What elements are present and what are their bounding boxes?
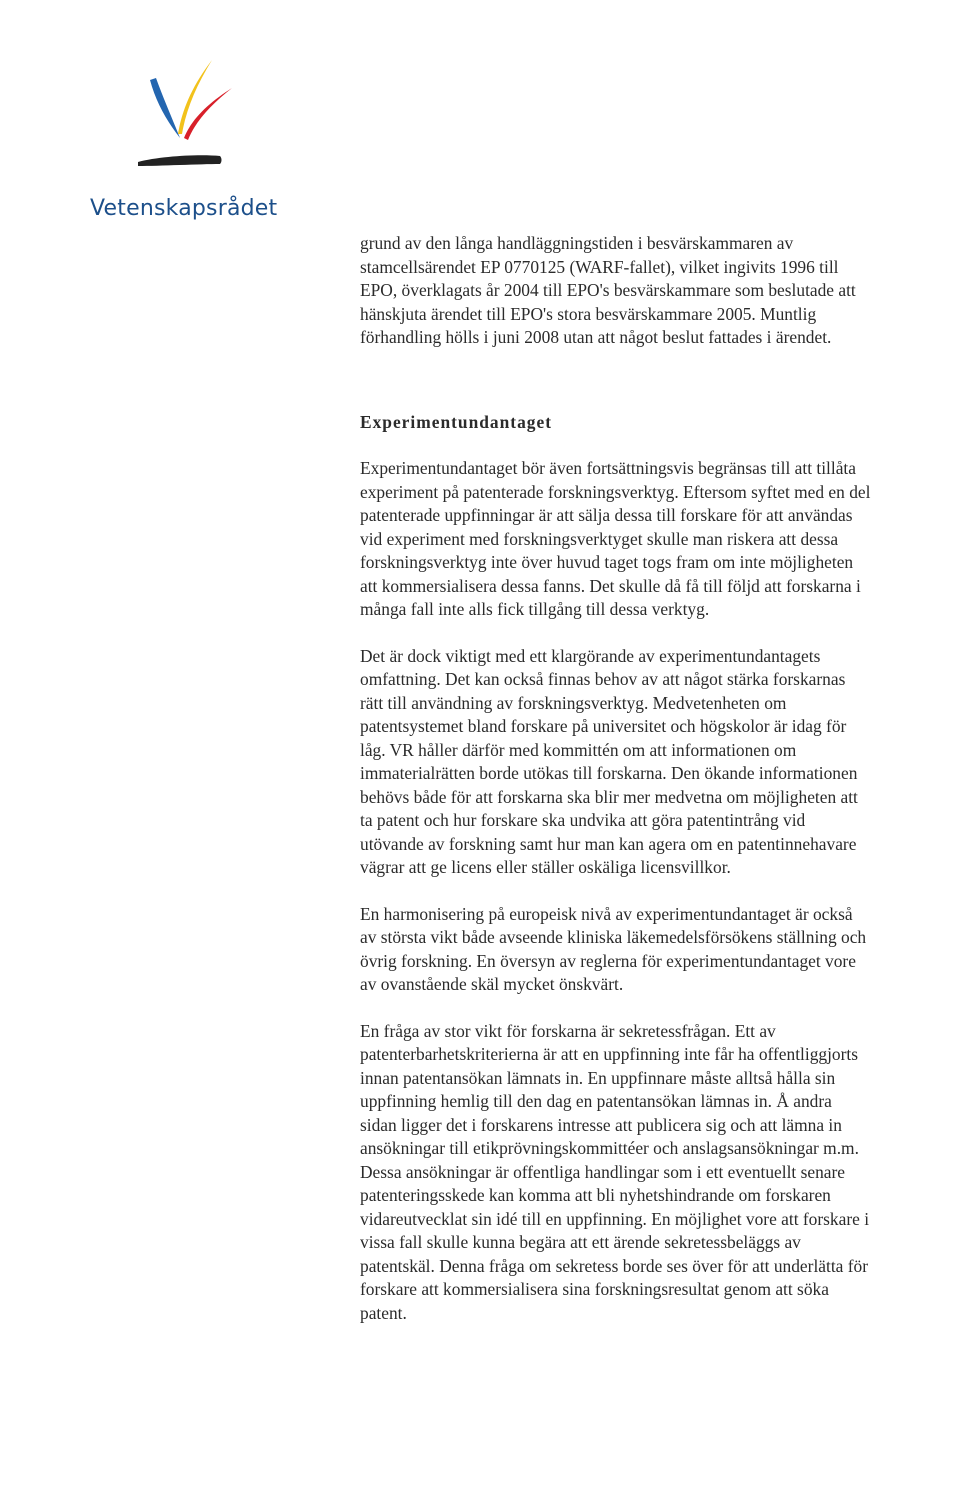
text-line: experiment på patenterade forskningsverktyg. Eftersom syftet med en del xyxy=(360,481,871,502)
text-line: sidan ligger det i forskarens intresse att publicera sig och att lämna in xyxy=(360,1114,842,1135)
text-line: hänskjuta ärendet till EPO's stora besvärskammare 2005. Muntlig xyxy=(360,303,817,324)
text-line: ta patent och hur forskare ska undvika att göra patentintrång vid xyxy=(360,810,806,830)
text-line: rätt till användning av forskningsverktyg. Medvetenheten om xyxy=(360,692,787,713)
text-line: omfattning. Det kan också finnas behov av att något stärka forskarnas xyxy=(360,669,846,689)
text-line: patenterbarhetskriterierna är att en uppfinning inte får ha offentliggjorts xyxy=(360,1044,859,1064)
text-line: patenterade uppfinningar är att sälja dessa till forskare för att användas xyxy=(360,505,853,525)
text-line: Dessa ansökningar är offentliga handlingar som i ett eventuellt senare xyxy=(360,1161,846,1182)
text-line: En harmonisering på europeisk nivå av experimentundantaget är också xyxy=(360,903,853,924)
text-line: uppfinning hemlig till den dag en patentansökan lämnas in. Å andra xyxy=(360,1091,832,1111)
text-line: En fråga av stor vikt för forskarna är sekretessfrågan. Ett av xyxy=(360,1020,776,1041)
text-line: av största vikt både avseende kliniska läkemedelsförsökens ställning och xyxy=(360,927,867,947)
text-line: utövande av forskning samt hur man kan agera om en patentinnehavare xyxy=(360,833,857,854)
spacer xyxy=(360,350,960,411)
text-line: Experimentundantaget bör även fortsättningsvis begränsas till att tillåta xyxy=(360,458,856,478)
text-line: EPO, överklagats år 2004 till EPO's besvärskammare som beslutade att xyxy=(360,280,856,300)
text-line: stamcellsärendet EP 0770125 (WARF-fallet), vilket ingivits 1996 till xyxy=(360,256,839,277)
logo-blue-stroke xyxy=(150,78,180,138)
text-line: att kommersialisera dessa fanns. Det skulle då få till följd att forskarna i xyxy=(360,575,861,596)
text-line: patenteringsskede kan komma att bli nyhetshindrande om forskaren xyxy=(360,1185,831,1205)
spacer xyxy=(360,622,960,645)
text-line: innan patentansökan lämnats in. En uppfinnare måste alltså hålla sin xyxy=(360,1067,836,1088)
text-line: övrig forskning. En översyn av reglerna för experimentundantaget vore xyxy=(360,950,856,971)
logo-graphic xyxy=(120,58,240,178)
text-line: patent. xyxy=(360,1302,407,1323)
text-line: av ovanstående skäl mycket önskvärt. xyxy=(360,974,624,994)
paragraph-secrecy xyxy=(360,1020,960,1326)
paragraph-harmonisation xyxy=(360,903,960,997)
text-line: behövs både för att forskarna ska blir mer medvetna om möjligheten att xyxy=(360,786,858,807)
text-line: patentsystemet bland forskare på universitet och högskolor är idag för xyxy=(360,716,847,736)
spacer xyxy=(360,880,960,903)
vetenskapsradet-logo-icon xyxy=(120,58,240,178)
text-line: vid experiment med forskningsverktyget skulle man riskera att dessa xyxy=(360,528,839,549)
text-line: patentskäl. Denna fråga om sekretess borde ses över för att underlätta för xyxy=(360,1255,868,1276)
text-line: grund av den långa handläggningstiden i besvärskammaren av xyxy=(360,233,794,253)
letter-body xyxy=(360,232,960,1325)
text-line: många fall inte alls fick tillgång till dessa verktyg. xyxy=(360,599,710,619)
organization-name: Vetenskapsrådet xyxy=(90,196,278,221)
text-line: förhandling hölls i juni 2008 utan att något beslut fattades i ärendet. xyxy=(360,327,832,347)
section-heading: Experimentundantaget xyxy=(360,411,552,432)
text-line: immaterialrätten borde utökas till forskarna. Den ökande informationen xyxy=(360,763,858,783)
text-line: forskare att kommersialisera sina forskningsresultat genom att söka xyxy=(360,1279,829,1299)
text-line: vissa fall skulle kunna begära att ett ärende sekretessbeläggs av xyxy=(360,1232,801,1252)
text-line: Det är dock viktigt med ett klargörande av experimentundantagets xyxy=(360,645,821,666)
paragraph-scope xyxy=(360,457,960,622)
spacer xyxy=(360,434,960,457)
text-line: vägrar att ge licens eller ställer oskäliga licensvillkor. xyxy=(360,857,731,877)
text-line: forskningsverktyg inte över huvud taget togs fram om inte möjligheten xyxy=(360,552,854,572)
intro-paragraph xyxy=(360,232,960,350)
spacer xyxy=(360,997,960,1020)
logo-bar xyxy=(138,155,222,166)
paragraph-clarification xyxy=(360,645,960,880)
text-line: vidareutvecklat sin idé till en uppfinning. En möjlighet vore att forskare i xyxy=(360,1208,870,1229)
text-line: ansökningar till etikprövningskommittéer och anslagsansökningar m.m. xyxy=(360,1138,859,1158)
text-line: låg. VR håller därför med kommittén om att informationen om xyxy=(360,739,797,760)
